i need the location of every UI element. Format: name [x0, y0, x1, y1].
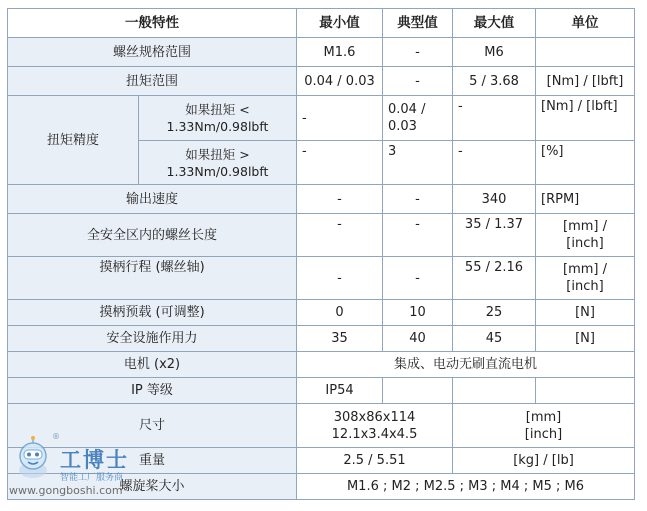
label-safe-length: 全安全区内的螺丝长度 — [8, 214, 297, 257]
label-output-speed: 输出速度 — [8, 185, 297, 214]
label-torque-accuracy: 扭矩精度 — [8, 96, 139, 185]
shank-preload-unit: [N] — [536, 300, 635, 326]
size-value — [297, 404, 453, 448]
screw-range-unit — [536, 38, 635, 67]
safety-force-typ: 40 — [383, 326, 453, 352]
torque-range-max: 5 / 3.68 — [453, 67, 536, 96]
motor-value: 集成、电动无刷直流电机 — [297, 352, 635, 378]
shank-stroke-min: - — [297, 257, 383, 300]
typ-low-line1: 0.04 / — [388, 102, 426, 117]
ip-class-empty-max — [453, 378, 536, 404]
cond-low-line2: 1.33Nm/0.98lbft — [166, 119, 269, 134]
header-typical: 典型值 — [383, 9, 453, 38]
torque-accuracy-high-typ: 3 — [383, 141, 453, 185]
row-shank-stroke — [8, 257, 635, 300]
size-unit — [453, 404, 635, 448]
torque-accuracy-low-unit: [Nm] / [lbft] — [536, 96, 635, 141]
row-shank-preload — [8, 300, 635, 326]
label-screw-range: 螺丝规格范围 — [8, 38, 297, 67]
torque-accuracy-cond-high — [139, 141, 297, 185]
ip-class-empty-typ — [383, 378, 453, 404]
label-safety-force: 安全设施作用力 — [8, 326, 297, 352]
safe-length-unit-line2: [inch] — [566, 236, 604, 251]
cond-high-line1: 如果扭矩 > — [185, 146, 250, 162]
safety-force-max: 45 — [453, 326, 536, 352]
output-speed-max: 340 — [453, 185, 536, 214]
safe-length-min: - — [297, 214, 383, 257]
screw-range-max: M6 — [453, 38, 536, 67]
shank-stroke-unit — [536, 257, 635, 300]
watermark-tagline: 智能工厂服务商 — [60, 473, 124, 483]
shank-stroke-unit-line1: [mm] / — [563, 262, 607, 277]
screw-range-typ: - — [383, 38, 453, 67]
label-bit-size: 螺旋桨大小 — [8, 474, 297, 500]
row-safe-length — [8, 214, 635, 257]
shank-stroke-typ: - — [383, 257, 453, 300]
label-weight: 重量 — [8, 448, 297, 474]
shank-stroke-max: 55 / 2.16 — [453, 257, 536, 300]
label-motor: 电机 (x2) — [8, 352, 297, 378]
header-min: 最小值 — [297, 9, 383, 38]
shank-preload-min: 0 — [297, 300, 383, 326]
label-size: 尺寸 — [8, 404, 297, 448]
watermark-brand: 工博士 — [60, 447, 129, 472]
header-row — [8, 9, 635, 38]
watermark — [6, 432, 166, 504]
torque-accuracy-high-max: - — [453, 141, 536, 185]
header-max: 最大值 — [453, 9, 536, 38]
label-ip-class: IP 等级 — [8, 378, 297, 404]
cond-low-line1: 如果扭矩 < — [185, 102, 250, 117]
torque-accuracy-cond-low — [139, 96, 297, 141]
torque-accuracy-high-min: - — [297, 141, 383, 185]
label-shank-preload: 摸柄预载 (可调整) — [8, 300, 297, 326]
size-value-line2: 12.1x3.4x4.5 — [331, 426, 418, 442]
row-torque-range — [8, 67, 635, 96]
weight-value: 2.5 / 5.51 — [297, 448, 453, 474]
cond-high-line2: 1.33Nm/0.98lbft — [166, 163, 269, 179]
safe-length-unit — [536, 214, 635, 257]
ip-class-empty-unit — [536, 378, 635, 404]
label-torque-range: 扭矩范围 — [8, 67, 297, 96]
row-ip-class — [8, 378, 635, 404]
safe-length-typ: - — [383, 214, 453, 257]
row-safety-force — [8, 326, 635, 352]
header-property: 一般特性 — [8, 9, 297, 38]
size-unit-line2: [inch] — [524, 426, 563, 442]
torque-range-unit: [Nm] / [lbft] — [536, 67, 635, 96]
safe-length-max: 35 / 1.37 — [453, 214, 536, 257]
typ-low-line2: 0.03 — [388, 119, 417, 134]
torque-accuracy-high-unit: [%] — [536, 141, 635, 185]
torque-accuracy-low-max: - — [453, 96, 536, 141]
ip-class-value: IP54 — [297, 378, 383, 404]
output-speed-typ: - — [383, 185, 453, 214]
screw-range-min: M1.6 — [297, 38, 383, 67]
row-torque-accuracy-low — [8, 96, 635, 141]
row-output-speed — [8, 185, 635, 214]
bit-size-value: M1.6 ; M2 ; M2.5 ; M3 ; M4 ; M5 ; M6 — [297, 474, 635, 500]
torque-accuracy-low-min: - — [297, 96, 383, 141]
watermark-url: www.gongboshi.com — [9, 484, 123, 497]
safe-length-unit-line1: [mm] / — [563, 219, 607, 234]
output-speed-unit: [RPM] — [536, 185, 635, 214]
torque-range-min: 0.04 / 0.03 — [297, 67, 383, 96]
row-screw-range — [8, 38, 635, 67]
registered-mark: ® — [52, 432, 60, 441]
row-motor — [8, 352, 635, 378]
torque-accuracy-low-typ — [383, 96, 453, 141]
label-shank-stroke: 摸柄行程 (螺丝轴) — [8, 257, 297, 300]
output-speed-min: - — [297, 185, 383, 214]
robot-mascot-icon — [10, 436, 56, 482]
size-unit-line1: [mm] — [525, 409, 562, 425]
safety-force-min: 35 — [297, 326, 383, 352]
weight-unit: [kg] / [lb] — [453, 448, 635, 474]
header-unit: 单位 — [536, 9, 635, 38]
shank-stroke-unit-line2: [inch] — [566, 279, 604, 294]
safety-force-unit: [N] — [536, 326, 635, 352]
size-value-line1: 308x86x114 — [333, 409, 416, 425]
shank-preload-typ: 10 — [383, 300, 453, 326]
spec-table — [7, 8, 635, 500]
torque-range-typ: - — [383, 67, 453, 96]
shank-preload-max: 25 — [453, 300, 536, 326]
